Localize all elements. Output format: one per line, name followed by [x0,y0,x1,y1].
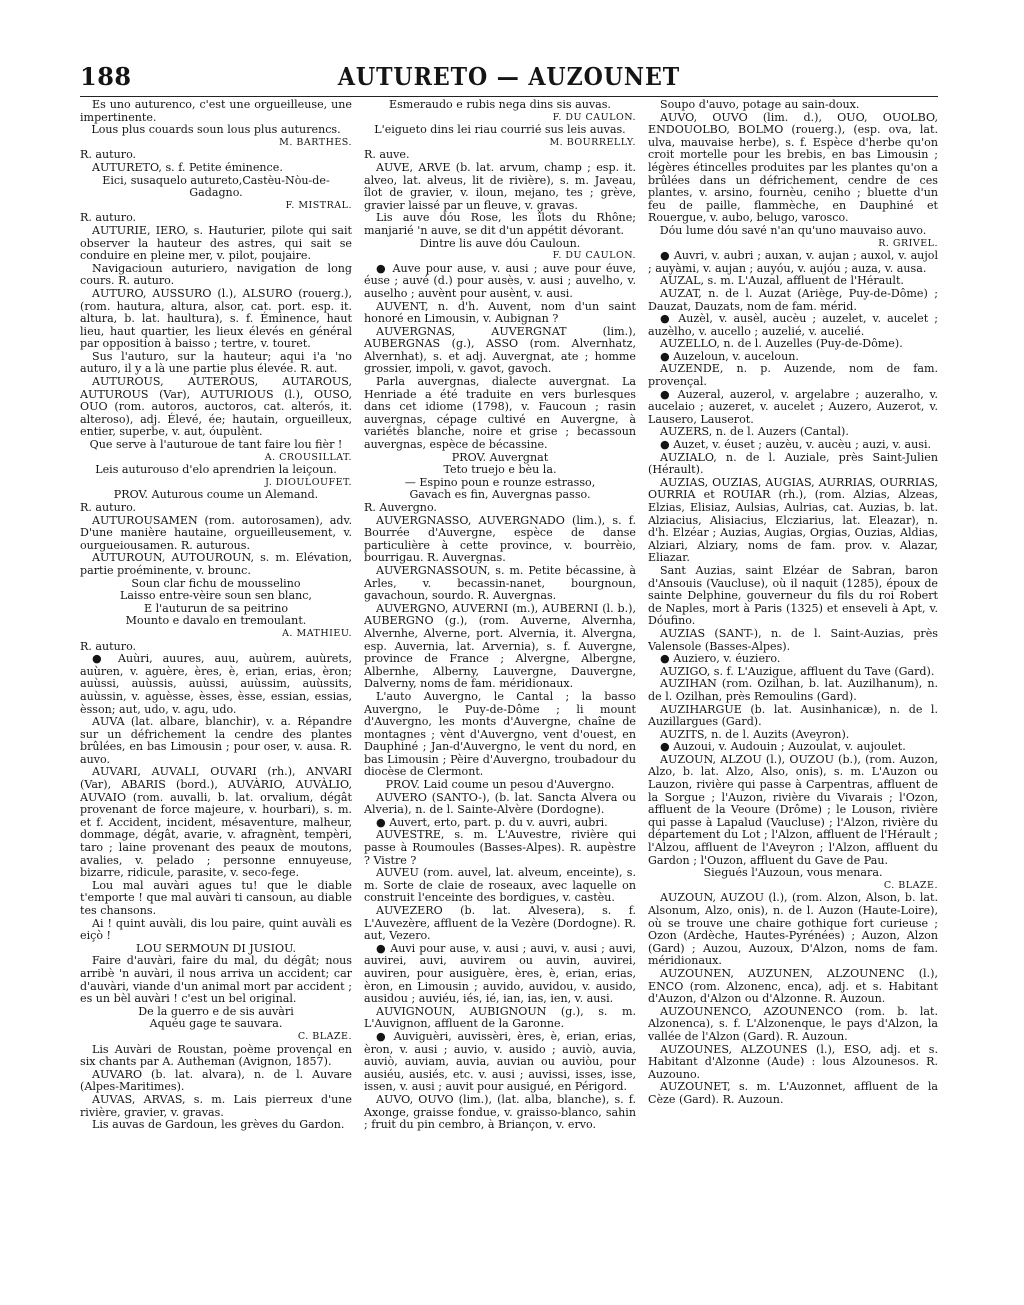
entry-paragraph: AUVAS, ARVAS, s. m. Lais pierreux d'une rivière, gravier, v. gravas. [80,1093,352,1119]
entry-paragraph: AUVARO (b. lat. alvara), n. de l. Auvare (Alpes-Maritimes). [80,1068,352,1094]
entry-paragraph: Es uno auturenco, c'est une orgueilleuse, une impertinente. [80,99,352,124]
entry-paragraph: Faire d'auvàri, faire du mal, du dégât; nous arribè 'n auvàri, il nous arriva un accident; car d'auvàri, viande d'un animal mort par accident ; es un bèl auvàri ! c'est un bel original. [80,955,352,1006]
column-right [648,99,938,1107]
entry-paragraph: AUVENT, n. d'h. Auvent, nom d'un saint honoré en Limousin, v. Aubignan ? [364,300,636,326]
entry-paragraph: Lou mal auvàri agues tu! que le diable t'emporte ! que mal auvàri ti cansoun, au diable tes chansons. [80,879,352,917]
entry-paragraph: Sant Auzias, saint Elzéar de Sabran, baron d'Ansouis (Vaucluse), où il naquit (1285), époux de sainte Delphine, gouverneur du fils du roi Robert de Naples, mort à Paris (1325) et enseveli à Apt, v. Dóufino. [648,564,938,628]
attribution: F. DU CAULON. [552,250,636,262]
quotation-line: De la guerro e de sis auvàri [138,1005,294,1018]
quotation-line: PROV. Auturous coume un Alemand. [113,489,319,502]
quotation-line: Lous plus couards soun lous plus auturencs. [91,124,341,137]
attribution: J. DIOULOUFET. [265,476,352,488]
entry-paragraph: AUZOUN, AUZOU (l.), (rom. Alzon, Alson, b. lat. Alsonum, Alzo, onis), n. de l. Auzon (Haute-Loire), où se trouve une chaire gothique fort curieuse ; Ozon (Ardèche, Hautes-Pyrénées) ; Auzon, Alzon (Gard) ; Auzou, Auzoux, D'Alzon, noms de fam. méridionaux. [648,892,938,968]
entry-paragraph: Lis auve dóu Rose, les îlots du Rhône; manjarié 'n auve, se dit d'un appétit dévorant. [364,212,636,237]
entry-paragraph: AUTURETO, s. f. Petite éminence. [92,161,283,174]
quotation-line: Leis auturouso d'elo aprendrien la leiçoun. [95,464,337,477]
entry-paragraph: AUZITS, n. de l. Auzits (Aveyron). [660,728,850,741]
quotation-line: Eici, susaquelo autureto,Castèu-Nòu-de-Gadagno. [102,174,330,200]
column-left [80,99,352,1132]
entry-paragraph: Lis Auvàri de Roustan, poème provençal en six chants par A. Autheman (Avignon, 1857). [80,1043,352,1069]
entry-paragraph: ● Auve pour ause, v. ausi ; auve pour éuve, éuse ; auvé (d.) pour ausès, v. ausi ; auvelho, v. auselho ; auvènt pour ausènt, v. ausi. [364,262,636,300]
entry-paragraph: ● Auvri, v. aubri ; auxan, v. aujan ; auxol, v. aujol ; auyàmi, v. aujan ; auyóu, v. aujóu ; auza, v. ausa. [648,250,938,275]
entry-paragraph: Sus l'auturo, sur la hauteur; aqui i'a 'no auturo, il y a là une partie plus élevée. R. aut. [80,350,352,376]
entry-paragraph: AUZOUNÉS, ALZOUNÉS (l.), ESO, adj. et s. Habitant d'Alzonne (Aude) : lous Alzounesos. R. Auzouno. [648,1043,938,1081]
attribution: M. BOURRELLY. [549,136,636,148]
entry-paragraph: Navigacioun auturiero, navigation de long cours. R. auturo. [80,262,352,288]
entry-paragraph: AUZIGO, s. f. L'Auzigue, affluent du Tave (Gard). [660,665,935,678]
entry-paragraph: ● Auziero, v. éuziero. [660,653,781,666]
entry-paragraph: AUVERGNASSOUN, s. m. Petite bécassine, à Arles, v. becassin-nanet, bourgnoun, gavachoun, sourdo. R. Auvergnas. [364,564,636,603]
entry-paragraph: ● Auzet, v. éuset ; auzèu, v. aucèu ; auzi, v. ausi. [660,439,932,452]
entry-paragraph: L'auto Auvergno, le Cantal ; la basso Auvergno, le Puy-de-Dôme ; li mount d'Auvergno, les monts d'Auvergne, chaîne de montagnes ; vènt d'Auvergno, vent d'ouest, en Dauphiné ; Jan-d'Auvergno, le vent du nord, en bas Limousin ; Pèire d'Auvergno, troubadour du diocèse de Clermont. [364,690,636,779]
reference-line: R. auturo. [80,640,137,653]
reference-line: R. auturo. [80,212,137,225]
entry-paragraph: AUZOUNET, s. m. L'Auzonnet, affluent de la Cèze (Gard). R. Auzoun. [648,1081,938,1106]
entry-paragraph: ● Auzoui, v. Audouin ; Auzoulat, v. aujoulet. [660,741,906,754]
entry-paragraph: AUZIAS, ÓUZIAS, AUGIAS, AURRIAS, OURRIAS, OURRIA et ROUIAR (rh.), (rom. Alzias, Alzeas, Elzias, Elisiaz, Aulsias, Aulrias, cat. Auzias, b. lat. Alziacius, Alisiacius, Elcziarius, lat. Eleazar), n. d'h. Elzéar ; Auzias, Augias, Orgias, Ouzias, Aldias, Alziari, Alziary, noms de fam. prov. v. Alazar, Eliazar. [648,476,938,565]
column-middle [364,99,636,1132]
entry-paragraph: AUZIHAN (rom. Ozilhan, b. lat. Auzilhanum), n. de l. Ozilhan, près Remoulins (Gard). [648,678,938,703]
entry-paragraph: AUVE, ARVE (b. lat. arvum, champ ; esp. it. alveo, lat. alveus, lit de rivière), s. m. Javeau, îlot de gravier, v. iloun, mejano, tes ; grève, gravier laissé par un fleuve, v. gravas. [364,161,636,212]
reference-line: R. Auvergno. [364,502,437,514]
quotation-line: LOU SERMOUN DI JUSIOU. [136,942,296,955]
attribution: F. DU CAULON. [552,111,636,123]
entry-paragraph: AUVIGNOUN, AUBIGNOUN (g.), s. m. L'Auvignon, affluent de la Garonne. [364,1005,636,1031]
entry-paragraph: ● Auzeloun, v. auceloun. [660,350,799,363]
entry-paragraph: AUZIHARGUE (b. lat. Ausinhanicæ), n. de l. Auzillargues (Gard). [648,703,938,729]
entry-paragraph: AUZERS, n. de l. Auzers (Cantal). [660,426,849,439]
attribution: R. GRIVEL. [878,237,938,249]
entry-paragraph: ● Auzeral, auzerol, v. argelabre ; auzeralho, v. aucelaio ; auzeret, v. aucelet ; Auzero, Auzerot, v. Lausero, Lauserot. [648,388,938,426]
running-title: AUTURETO — AUZOUNET [337,62,681,91]
entry-paragraph: Ai ! quint auvàli, dis lou paire, quint auvàli es eiçò ! [80,917,352,943]
entry-paragraph: AUZENDE, n. p. Auzende, nom de fam. provençal. [648,363,938,389]
quotation-line: Que serve à l'auturoue de tant faire lou fièr ! [89,439,343,452]
attribution: A. MATHIEU. [282,627,352,639]
page-header [80,62,938,96]
attribution: F. MISTRAL. [285,199,352,211]
entry-paragraph: ● Auviguèri, auvissèri, ères, è, erian, erias, èron, v. ausi ; auvio, v. ausido ; auviò, auvia, auviò, auviam, auvia, auvian ou auviòu, pour ausiéu, ausiés, etc. v. ausi ; auvissi, isses, isse, issen, v. ausi ; auvit pour ausigué, en Périgord. [364,1030,636,1094]
entry-paragraph: AUVO, ÓUVO (lim. d.), ÓUO, OUOLBO, ENDOUOLBO, BOLMO (rouerg.), (esp. ova, lat. ulva, mauvaise herbe), s. f. Espèce d'herbe qu'on croit mortelle pour les brebis, en bas Limousin ; légères étincelles produites par les plantes qu'on a brûlées dans un défrichement, cendre de ces plantes, v. arsino, fournèu, ceniho ; bluette d'un feu de paille, flammèche, en Dauphiné et Rouergue, v. aubo, belugo, varosco. [648,111,938,225]
entry-paragraph: AUZOUNENCO, AZOUNENCO (rom. b. lat. Alzonenca), s. f. L'Alzonenque, le pays d'Alzon, la vallée de l'Alzon (Gard). R. Auzoun. [648,1005,938,1043]
entry-paragraph: AUVERGNAS, AUVERGNAT (lim.), AUBERGNAS (g.), ASSO (rom. Alvernhatz, Alvernhat), s. et adj. Auvergnat, ate ; homme grossier, impoli, v. gavot, gavoch. [364,325,636,376]
attribution: C. BLAZE. [297,1030,352,1042]
entry-paragraph: AUZELLO, n. de l. Auzelles (Puy-de-Dôme). [660,338,903,351]
quotation-line: Dóu lume dóu savé n'an qu'uno mauvaiso auvo. [659,224,927,237]
entry-paragraph: AUVÈSTRE, s. m. L'Auvestre, rivière qui passe à Roumoules (Basses-Alpes). R. aupèstre ? Vistre ? [364,829,636,867]
entry-paragraph: AUVEZERO (b. lat. Alvesera), s. f. L'Auvezère, affluent de la Vezère (Dordogne). R. aut, Vezero. [364,905,636,943]
page-number: 188 [80,62,132,91]
entry-paragraph: AUVÀRI, AUVÀLI, ÓUVÀRI (rh.), AÑVÀRI (Var), ABARIS (bord.), AUVÀRIO, AUVÀLIO, AUVAIO (rom. auvalli, b. lat. orvalium, dégât provenant de force majeure, v. hourbari), s. m. et f. Accident, incident, mésaventure, malheur, dommage, dégât, avarie, v. afragnènt, tempèri, taro ; laine provenant des peaux de moutons, avalies, v. pelado ; personne ennuyeuse, bizarre, ridicule, parasite, v. seco-fege. [80,766,352,880]
entry-paragraph: AUTURIÉ, IERO, s. Hauturier, pilote qui sait observer la hauteur des astres, qui sait se conduire en pleine mer, v. pilot, poujaire. [80,224,352,263]
attribution: C. BLAZE. [883,879,938,891]
entry-paragraph: AUVERGNO, AUVÈRNI (m.), AUBÈRNI (l. b.), AUBERGNO (g.), (rom. Auverne, Alvernha, Alvernhe, Alverne, port. Alvernia, it. Alvergna, esp. Auvernia, lat. Arvernia), s. f. Auvergne, province de France ; Alvergne, Albergne, Albernhe, Alberny, Lauvergne, Dauvergne, Dalverny, noms de fam. méridionaux. [364,602,636,691]
quotation-line: Aquéu gage te sauvara. [149,1018,283,1031]
entry-paragraph: AUZOUNEN, AUZUNEN, ALZOUNENC (l.), ENCO (rom. Alzonenc, enca), adj. et s. Habitant d'Auzon, d'Alzon ou d'Alzonne. R. Auzoun. [648,967,938,1006]
entry-paragraph: AUZOUN, ALZOU (l.), OUZOU (b.), (rom. Auzon, Alzo, b. lat. Alzo, Also, onis), s. m. L'Auzon ou Lauzon, rivière qui passe à Carpentras, affluent de la Sorgue ; l'Auzon, rivière du Vivarais ; l'Ozon, affluent de la Veoure (Drôme) ; le Louson, rivière qui passe à Lapalud (Vaucluse) ; l'Alzon, rivière du département du Lot ; l'Alzon, affluent de l'Hérault ; l'Alzou, affluent de l'Aveyron ; l'Alzon, affluent du Gardon ; l'Ouzon, affluent du Gave de Pau. [648,753,938,867]
quotation-line: Gavach es fin, Auvergnas passo. [409,489,591,502]
entry-paragraph: AUTUROUSAMEN (rom. autorosamen), adv. D'une manière hautaine, orgueilleusement, v. ourgueiousamen. R. auturous. [80,514,352,552]
reference-line: R. auturo. [80,502,137,514]
quotation-line: PROV. Auvergnat [451,451,549,464]
entry-paragraph: Parla auvergnas, dialecte auvergnat. La Henriade a été traduite en vers burlesques dans cet idiome (1798), v. Faucoun ; rasin auvergnas, cépage cultivé en Auvergne, à variétés blanche, noire et grise ; becassoun auvergnas, espèce de bécassine. [364,376,636,452]
attribution: A. CROUSILLAT. [264,451,352,463]
reference-line: R. auve. [364,149,410,162]
entry-paragraph: AUVÈRO (SANTO-), (b. lat. Sancta Alvera ou Alveria), n. de l. Sainte-Alvère (Dordogne). [364,791,636,817]
entry-paragraph: AUTUROUS, AUTEROUS, AUTAROUS, AUTUROUS (Var), AUTURIOUS (l.), OUSO, OUO (rom. autoros, auctoros, cat. alterós, it. alteroso), adj. Élevé, ée; hautain, orgueilleux, entier, superbe, v. aut, óupulènt. [80,376,352,439]
entry-paragraph: AUVO, ÓUVO (lim.), (lat. alba, blanche), s. f. Axonge, graisse fondue, v. graisso-blanco, sahin ; fruit du pin cembro, à Briançon, v. ervo. [364,1093,636,1132]
entry-paragraph: Lis auvas de Gardoun, les grèves du Gardon. [92,1119,345,1132]
quotation-line: L'eigueto dins lei riau courrié sus leis auvas. [374,124,626,137]
quotation-line: Mounto e davalo en tremoulant. [125,615,307,628]
entry-paragraph: ● Auùri, auures, auu, auùrem, auùrets, auùren, v. aguère, ères, è, erian, erias, èron; auùssi, auùssis, auùssi, auùssim, auùssits, auùssin, v. aguèsse, èsses, èsse, essian, essias, èsson; aut, udo, v. agu, udo. [80,653,352,716]
attribution: M. BARTHÈS. [279,136,352,148]
quotation-line: Dintre lis auve dóu Cauloun. [419,237,581,250]
reference-line: R. auturo. [80,149,137,162]
quotation-line: Esmeraudo e rubis nega dins sis auvas. [389,99,611,111]
entry-paragraph: AUVERGNASSO, AUVERGNADO (lim.), s. f. Bourrée d'Auvergne, espèce de danse particulière à cette province, v. bourrèio, bourrigau. R. Auvergnas. [364,514,636,565]
entry-paragraph: AUTURO, AUSSURO (l.), ALSURO (rouerg.), (rom. hautura, altura, alsor, cat. port. esp. it. altura, b. lat. haultura), s. f. Éminence, haut lieu, haut quartier, les lieux élevés en général par opposition à baisso ; tertre, v. touret. [80,287,352,351]
entry-paragraph: AUVÈU (rom. auvel, lat. alveum, enceinte), s. m. Sorte de claie de roseaux, avec laquelle on construit l'enceinte des bordigues, v. castèu. [364,867,636,905]
quotation-line: Teto truejo e bèu la. [443,464,557,477]
entry-paragraph: Soupo d'auvo, potage au sain-doux. [660,99,860,111]
entry-paragraph: ● Auzèl, v. ausèl, aucèu ; auzelet, v. aucelet ; auzèlho, v. aucello ; auzelié, v. aucelié. [648,313,938,338]
entry-paragraph: AUZIAS (SANT-), n. de l. Saint-Auzias, près Valensole (Basses-Alpes). [648,627,938,653]
quotation-line: Siegués l'Auzoun, vous menara. [703,867,883,880]
entry-paragraph: AUZIALO, n. de l. Auziale, près Saint-Julien (Hérault). [648,451,938,477]
quotation-line: E l'auturun de sa peitrino [143,602,289,615]
entry-paragraph: AUTUROUN, AUTOUROUN, s. m. Élévation, partie proéminente, v. brounc. [80,552,352,577]
entry-paragraph: AUZAT, n. de l. Auzat (Ariège, Puy-de-Dôme) ; Dauzat, Dauzats, nom de fam. mérid. [648,287,938,313]
entry-paragraph: ● Auvert, erto, part. p. du v. auvri, aubri. [376,816,608,829]
quotation-line: Laisso entre-vèire soun sen blanc, [120,590,312,603]
entry-paragraph: AUVA (lat. albare, blanchir), v. a. Répandre sur un défrichement la cendre des plantes brûlées, en bas Limousin ; pour oser, v. ausa. R. auvo. [80,716,352,766]
entry-paragraph: ● Auvi pour ause, v. ausi ; auvi, v. ausi ; auvi, auvirei, auvi, auvirem ou auvin, auvirei, auviren, pour ausiguère, ères, è, erian, erias, èron, en Limousin ; auvido, auvidou, v. ausido, ausidou ; auviéu, iés, ié, ian, ias, ien, v. ausi. [364,942,636,1006]
quotation-line: Soun clar fichu de mousselino [131,577,301,590]
quotation-line: — Espino poun e rounze estrasso, [404,476,596,489]
entry-paragraph: AUZAL, s. m. L'Auzal, affluent de l'Hérault. [660,275,904,288]
header-rule [80,96,938,97]
quotation-line: PROV. Laid coume un pesou d'Auvergno. [385,779,615,792]
